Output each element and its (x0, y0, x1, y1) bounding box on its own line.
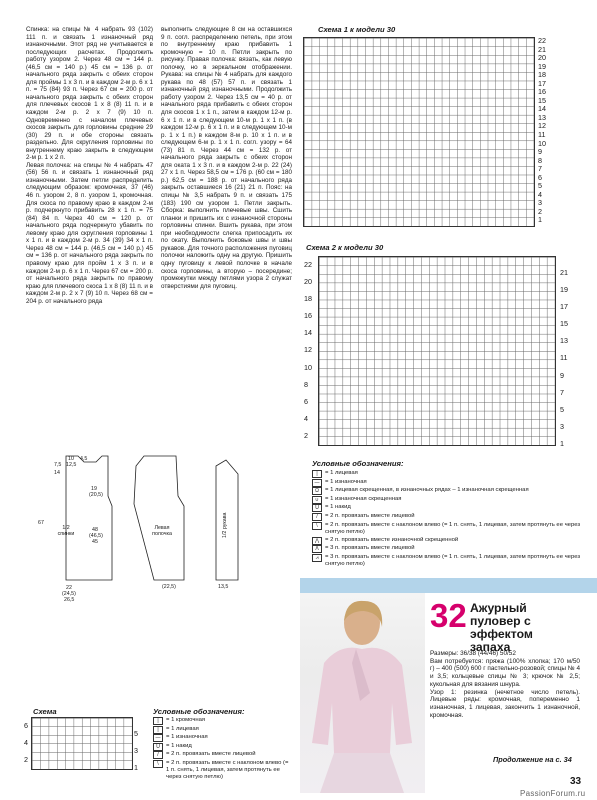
scheme-small-title: Схема (33, 707, 57, 716)
dim-label: (24,5) (62, 591, 76, 597)
legend-item: U = 1 накид (312, 504, 587, 512)
legend-item: | = 1 лицевая (153, 726, 290, 734)
p2tog-tbl-icon: ⋀ (312, 537, 322, 545)
legend2-title: Условные обозначения: (153, 707, 245, 716)
knit-icon: | (153, 726, 163, 734)
sleeve-label: 1/2 рукава (222, 512, 228, 538)
k2tog-icon: / (153, 751, 163, 759)
scheme2-grid (318, 256, 556, 446)
middle-instructions: выполнить следующие 8 см на оставшихся 9 п. согл. распределению петель, при этом по внутреннему краю прибавить 1 кромочную = 10 п. Петли закрыть по рисунку. Правая полочка: вязать, как левую полочку, но в зеркальном отображении. Рукава: на спицы № 4 набрать для каждого рукава по 48 (57) 57 п. и связать 1 изнаночный ряд изнаночными. Продолжить работу узором 2. Через 13,5 см = 40 р. от начального ряда прибавить с обеих сторон для скосов 1 х 1 п., затем в каждом 12-м р. 6 х 1 п. и в следующем 10-м р. 1 х 1 п. (в каждом 12-м р. 6 х 1 п. и в следующем 10-м р. 1 х 1 п.) в каждом 8-м р. 10 х 1 п. и в следующем 6-м р. 1 х 1 п. согл. узору = 64 (73) 81 п. Через 44 см = 132 р. от начального ряда закрыть с обеих сторон для оката 1 х 3 п. и в каждом 2-м р. 22 (24) 27 х 1 п. Через 58,5 см = 176 р. (60 см = 180 р.) 62,5 см = 188 р. от начального ряда закрыть оставшиеся 16 (21) 21 п. Пояс: на спицы № 3,5 набрать 9 п. и связать 175 (183) 190 см узором 1. Петли закрыть. Сборка: выполнить плечевые швы. Сшить планки и пришить их с изнаночной стороны горловины спинки. Вшить рукава, при этом при необходимости слегка припосадить их по окату. Выполнить боковые швы и швы рукавов. Для точного расположения пуговиц полочки наложить одну на другую. Пришить одну пуговицу к левой полочке в начале скоса горловины, а вторую – посередине; промежутки между петлями узора 2 служат отверстиями для пуговиц. (161, 26, 292, 290)
scheme-small-grid (31, 717, 133, 770)
dim-label: 4,5 (80, 456, 88, 462)
dim-label: 14 (54, 470, 60, 476)
dim-label: 26,5 (64, 597, 75, 603)
legend-right (312, 470, 587, 569)
yarn-over-icon: U (312, 504, 322, 512)
legend-item: — = 1 изнаночная (312, 479, 587, 487)
scheme2-right-numbers: 21 19 17 15 13 11 9 7 5 3 1 (560, 268, 568, 448)
continued-note: Продолжение на с. 34 (493, 755, 572, 764)
back-label: 1/2 спинки (57, 525, 75, 537)
legend-item: / = 2 п. провязать вместе лицевой (312, 513, 587, 521)
legend-item: ⩘ = 3 п. провязать вместе с наклоном влево (= 1 п. снять, 1 лицевая, затем протянуть ее через снятую петлю) (312, 554, 587, 568)
model-photo (300, 593, 425, 793)
woman-in-sweater-image (300, 593, 425, 793)
dim-label: 48 (92, 527, 98, 533)
scheme1-right-numbers: 22 21 20 19 18 17 16 15 14 13 12 11 10 9 8 7 6 5 4 3 2 1 (538, 36, 546, 225)
dim-label: (46,5) (89, 533, 103, 539)
dim-label: 13,5 (218, 584, 229, 590)
scheme-small-right-numbers: 5 3 1 (134, 729, 138, 772)
dim-label: 45 (92, 539, 98, 545)
model-title: Ажурный пуловер с эффектом запаха (470, 601, 533, 654)
pattern1: Узор 1: резинка (нечетное число петель). Лицевые ряды: кромочная, попеременно 1 изнаночная, 1 лицевая, закончить 1 изнаночной, кромочная. (430, 688, 580, 719)
dim-label: 19 (91, 486, 97, 492)
left-front-label: Левая полочка (152, 525, 172, 537)
legend-bottom (153, 717, 290, 782)
dim-label: 22 (66, 585, 72, 591)
page-number: 33 (570, 776, 582, 787)
model-specs (430, 650, 580, 719)
legend-item: Ω = 1 лицевая скрещенная, в изнаночных рядах – 1 изнаночная скрещенная (312, 487, 587, 495)
legend-item: U = 1 накид (153, 743, 290, 751)
legend-item: Λ = 3 п. провязать вместе лицевой (312, 545, 587, 553)
dim-label: 12,5 (66, 462, 77, 468)
materials: Вам потребуется: пряжа (100% хлопка; 170 м/50 г) – 400 (500) 600 г пастельно-розовой; спицы № 4 и 3,5; кольцевые спицы № 3; крючок № 2,5; кукольная для вязания шнура. (430, 657, 580, 688)
legend-item: ∪ = 1 изнаночная скрещенная (312, 496, 587, 504)
twisted-knit-icon: Ω (312, 487, 322, 495)
scheme1-title: Схема 1 к модели 30 (318, 25, 396, 34)
legend-item: \ = 2 п. провязать вместе с наклоном влево (= 1 п. снять, 1 лицевая, затем протянуть ее через снятую петлю) (153, 760, 290, 782)
scheme2-title: Схема 2 к модели 30 (306, 243, 384, 252)
scheme-small-left-numbers: 6 4 2 (24, 721, 28, 764)
site-watermark: PassionForum.ru (520, 789, 586, 798)
dim-label: (22,5) (162, 584, 176, 590)
instructions-col-left (26, 26, 153, 305)
legend-item: — = 1 изнаночная (153, 734, 290, 742)
dim-label: 67 (38, 520, 44, 526)
dim-label: 10 (68, 456, 74, 462)
scheme2-left-numbers: 22 20 18 16 14 12 10 8 6 4 2 (304, 260, 312, 440)
back-instructions: Спинка: на спицы № 4 набрать 93 (102) 111 п. и связать 1 изнаночный ряд изнаночными. Этот ряд не учитывается в последующих расчетах. Продолжить работу узором 2. Через 48 см = 144 р. (46,5 см = 140 р.) 45 см = 136 р. от начального ряда закрыть с обеих сторон для проймы 1 х 3 п. и в каждом 2-м р. 6 х 1 п. = 75 (84) 93 п. Через 67 см = 200 р. от начального ряда закрыть с обеих сторон для плечевых скосов 1 х 8 (8) 11 п. и в каждом 2-м р. 2 х 7 (9) 10 п. Одновременно с началом плечевых скосов закрыть для горловины средние 29 (30) 29 п. и обе стороны связать раздельно. Для скругления горловины по внутреннему краю закрыть в следующем 2-м р. 1 х 2 п. (26, 26, 153, 162)
instructions-col-middle (161, 26, 292, 290)
purl-icon: — (312, 479, 322, 487)
dim-label: 7,5 (54, 462, 62, 468)
dim-label: (20,5) (89, 492, 103, 498)
header-band (300, 578, 597, 593)
scheme1-grid (303, 37, 535, 227)
twisted-purl-icon: ∪ (312, 496, 322, 504)
left-front-instructions: Левая полочка: на спицы № 4 набрать 47 (56) 56 п. и связать 1 изнаночный ряд изнаночными. Затем петли распределить следующим образом: кромочная, 37 (46) 46 п. узором 2, 8 п. узором 1, кромочная. Для скоса по правому краю в каждом 2-м р. подчеркнуто прибавить 28 х 1 п. = 75 (84) 84 п. Через 40 см = 120 р. от начального ряда подчеркнуто убавить по левому краю для скругления горловины 1 х 1 п. и в каждом 2-м р. 34 (39) 34 х 1 п. Через 48 см = 144 р. (46,5 см = 140 р.) 45 см = 136 р. от начального ряда закрыть по правому краю для пройм 1 х 3 п. и в каждом 2-м р. 6 х 1 п. Через 67 см = 200 р. от начального ряда закрыть по правому краю для плечевого скоса 1 х 8 (8) 11 п. и в каждом 2-м р. 2 х 7 (9) 10 п. Через 68 см = 204 р. от начального ряда (26, 161, 153, 305)
legend-item: / = 2 п. провязать вместе лицевой (153, 751, 290, 759)
legend-item: ⋀ = 2 п. провязать вместе изнаночной скрещенной (312, 537, 587, 545)
knit-icon: | (312, 470, 322, 478)
selvedge-icon: | (153, 717, 163, 725)
legend-item: | = 1 кромочная (153, 717, 290, 725)
legend-item: | = 1 лицевая (312, 470, 587, 478)
purl-icon: — (153, 734, 163, 742)
k3tog-icon: Λ (312, 545, 322, 553)
model-number: 32 (430, 597, 467, 634)
legend-item: \ = 2 п. провязать вместе с наклоном влево (= 1 п. снять, 1 лицевая, затем протянуть ее через снятую петлю) (312, 522, 587, 536)
yarn-over-icon: U (153, 743, 163, 751)
ssk-icon: \ (153, 760, 163, 768)
sizes: Размеры: 36/38 (44/46) 50/52 (430, 650, 516, 657)
k2tog-icon: / (312, 513, 322, 521)
ssk-icon: \ (312, 522, 322, 530)
legend-title: Условные обозначения: (312, 459, 404, 468)
sk2p-icon: ⩘ (312, 554, 322, 562)
